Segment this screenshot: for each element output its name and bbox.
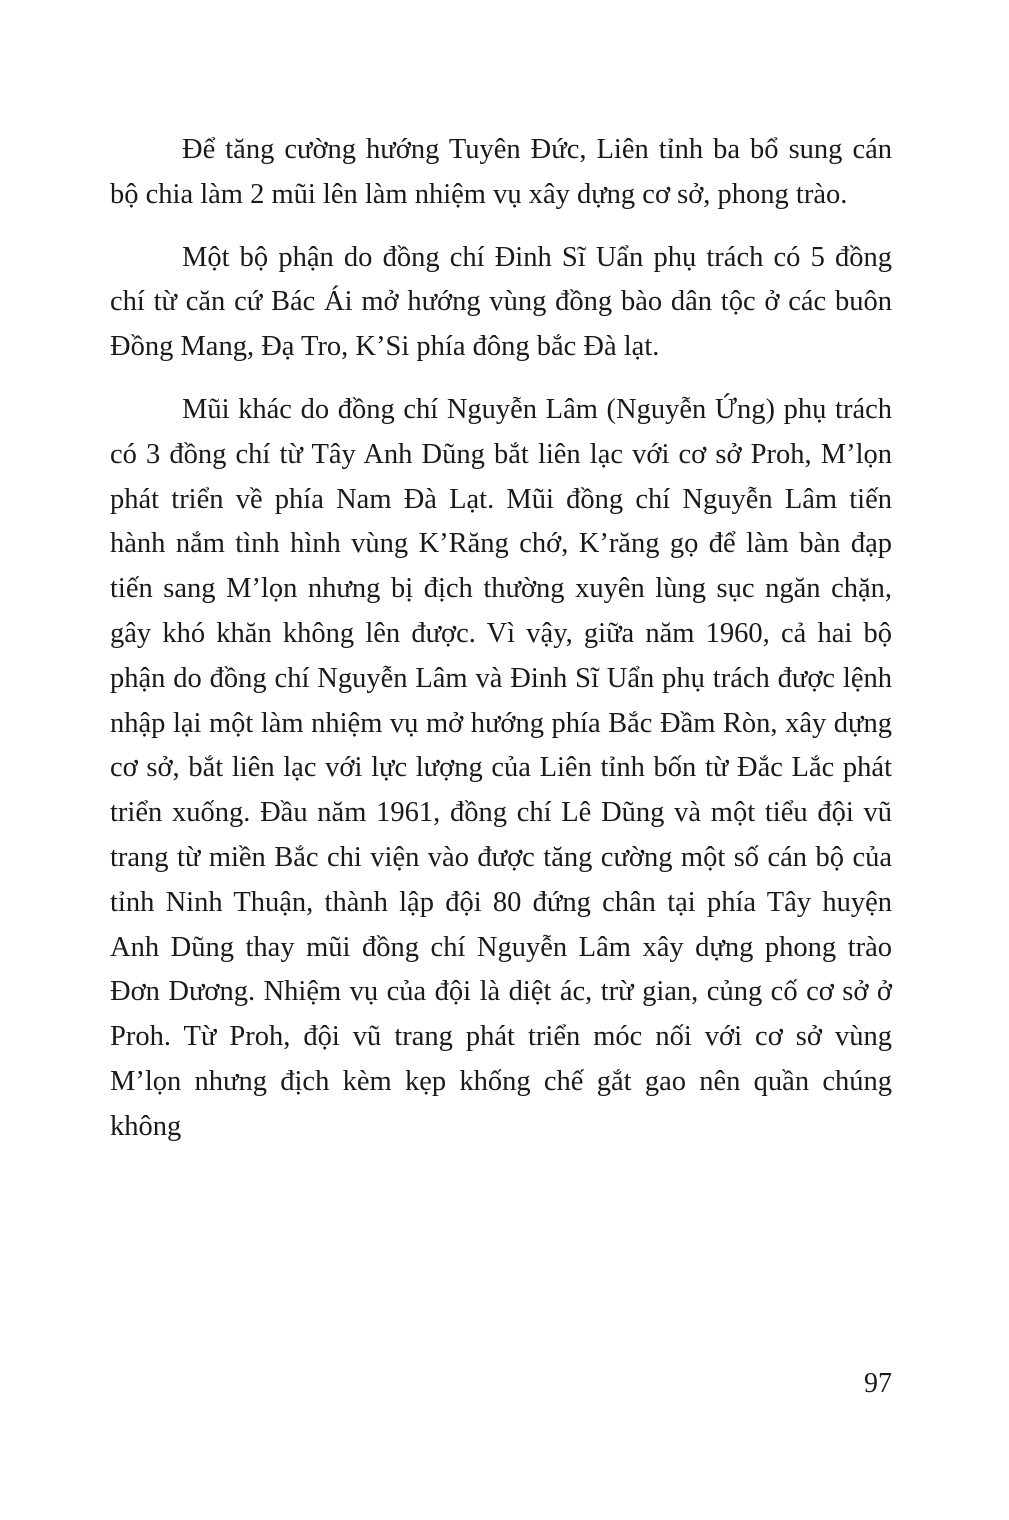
paragraph-3: Mũi khác do đồng chí Nguyễn Lâm (Nguyễn Ứng) phụ trách có 3 đồng chí từ Tây Anh Dũng bắt liên lạc với cơ sở Proh, M’lọn phát triển về phía Nam Đà Lạt. Mũi đồng chí Nguyễn Lâm tiến hành nắm tình hình vùng K’Răng chớ, K’răng gọ để làm bàn đạp tiến sang M’lọn nhưng bị địch thường xuyên lùng sục ngăn chặn, gây khó khăn không lên được. Vì vậy, giữa năm 1960, cả hai bộ phận do đồng chí Nguyễn Lâm và Đinh Sĩ Uẩn phụ trách được lệnh nhập lại một làm nhiệm vụ mở hướng phía Bắc Đầm Ròn, xây dựng cơ sở, bắt liên lạc với lực lượng của Liên tỉnh bốn từ Đắc Lắc phát triển xuống. Đầu năm 1961, đồng chí Lê Dũng và một tiểu đội vũ trang từ miền Bắc chi viện vào được tăng cường một số cán bộ của tỉnh Ninh Thuận, thành lập đội 80 đứng chân tại phía Tây huyện Anh Dũng thay mũi đồng chí Nguyễn Lâm xây dựng phong trào Đơn Dương. Nhiệm vụ của đội là diệt ác, trừ gian, củng cố cơ sở ở Proh. Từ Proh, đội vũ trang phát triển móc nối với cơ sở vùng M’lọn nhưng địch kèm kẹp khống chế gắt gao nên quần chúng không — [110, 393, 892, 1142]
page-number: 97 — [864, 1368, 892, 1399]
paragraph-2: Một bộ phận do đồng chí Đinh Sĩ Uẩn phụ trách có 5 đồng chí từ căn cứ Bác Ái mở hướng vùng đồng bào dân tộc ở các buôn Đồng Mang, Đạ Tro, K’Si phía đông bắc Đà lạt. — [110, 241, 892, 363]
page-body — [110, 128, 892, 1150]
paragraph-1: Để tăng cường hướng Tuyên Đức, Liên tỉnh ba bổ sung cán bộ chia làm 2 mũi lên làm nhiệm vụ xây dựng cơ sở, phong trào. — [110, 134, 892, 210]
